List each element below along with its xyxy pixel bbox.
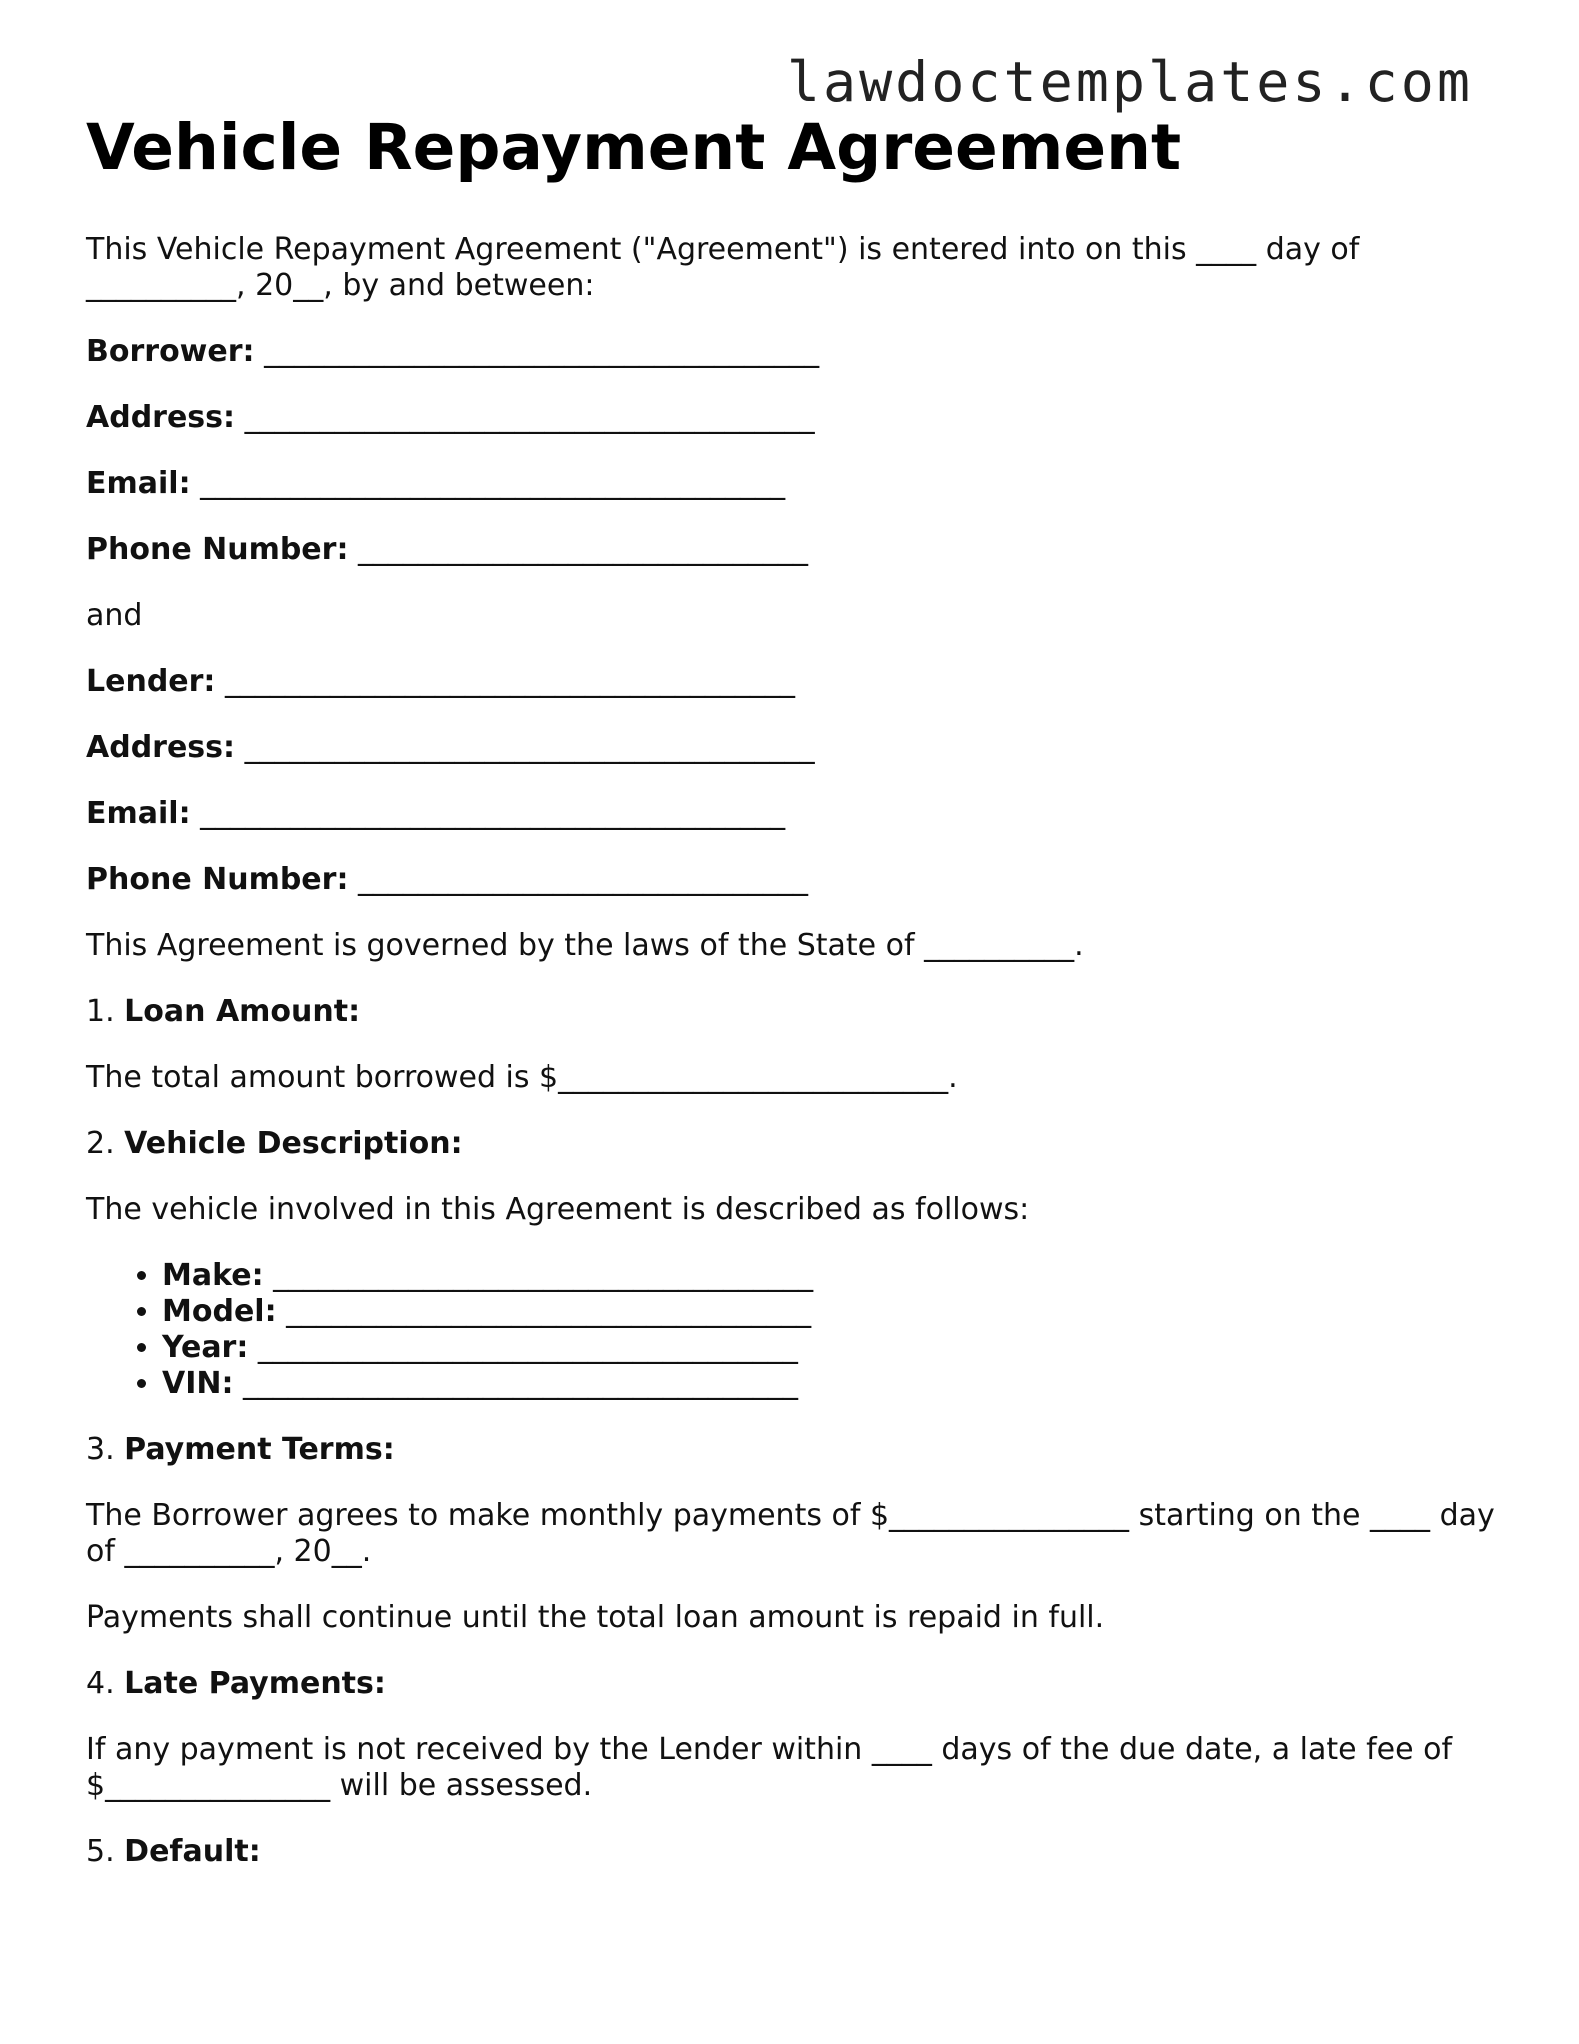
- lender-address-blank[interactable]: ______________________________________: [244, 730, 815, 765]
- payment-terms-paragraph: The Borrower agrees to make monthly payments of $________________ starting on the ____ day of __________, 20__.: [86, 1498, 1505, 1569]
- borrower-address-label: Address:: [86, 400, 236, 435]
- section-1-number: 1.: [86, 994, 115, 1029]
- document-title: Vehicle Repayment Agreement: [86, 111, 1182, 184]
- vehicle-year-blank[interactable]: ____________________________________: [257, 1330, 798, 1365]
- borrower-name-blank[interactable]: _____________________________________: [264, 334, 820, 369]
- lender-phone-blank[interactable]: ______________________________: [358, 862, 808, 897]
- lender-address-line: [86, 730, 1496, 766]
- lender-name-line: [86, 664, 1496, 700]
- section-3-heading: [86, 1432, 1496, 1468]
- section-3-title: Payment Terms:: [124, 1432, 395, 1467]
- borrower-name-label: Borrower:: [86, 334, 255, 369]
- section-2-number: 2.: [86, 1126, 115, 1161]
- borrower-email-line: [86, 466, 1496, 502]
- borrower-email-blank[interactable]: _______________________________________: [200, 466, 786, 501]
- section-5-title: Default:: [124, 1834, 261, 1869]
- borrower-name-line: [86, 334, 1496, 370]
- section-5-heading: [86, 1834, 1496, 1870]
- lender-phone-label: Phone Number:: [86, 862, 349, 897]
- vehicle-model-label: Model:: [162, 1294, 277, 1329]
- section-3-number: 3.: [86, 1432, 115, 1467]
- lender-phone-line: [86, 862, 1496, 898]
- document-content: [86, 108, 1505, 1900]
- governing-law-paragraph: This Agreement is governed by the laws of the State of __________.: [86, 928, 1084, 963]
- vehicle-model-item: [162, 1294, 1496, 1330]
- late-payments-paragraph: If any payment is not received by the Lender within ____ days of the due date, a late fee of $_______________ will be assessed.: [86, 1732, 1462, 1803]
- vehicle-model-blank[interactable]: ___________________________________: [286, 1294, 812, 1329]
- vehicle-make-label: Make:: [162, 1258, 264, 1293]
- lender-name-label: Lender:: [86, 664, 216, 699]
- section-4-title: Late Payments:: [124, 1666, 386, 1701]
- payment-continuation-paragraph: Payments shall continue until the total loan amount is repaid in full.: [86, 1600, 1105, 1635]
- vehicle-vin-item: [162, 1366, 1496, 1402]
- vehicle-year-label: Year:: [162, 1330, 249, 1365]
- and-separator: and: [86, 598, 143, 633]
- borrower-address-blank[interactable]: ______________________________________: [244, 400, 815, 435]
- section-4-number: 4.: [86, 1666, 115, 1701]
- lender-email-blank[interactable]: _______________________________________: [200, 796, 786, 831]
- section-5-number: 5.: [86, 1834, 115, 1869]
- vehicle-vin-label: VIN:: [162, 1366, 234, 1401]
- lender-name-blank[interactable]: ______________________________________: [224, 664, 795, 699]
- vehicle-details-list: [86, 1258, 1496, 1402]
- lender-address-label: Address:: [86, 730, 236, 765]
- intro-paragraph: This Vehicle Repayment Agreement ("Agreement") is entered into on this ____ day of __________, 20__, by and between:: [86, 232, 1369, 303]
- vehicle-make-blank[interactable]: ____________________________________: [273, 1258, 814, 1293]
- section-2-title: Vehicle Description:: [124, 1126, 463, 1161]
- borrower-address-line: [86, 400, 1496, 436]
- vehicle-make-item: [162, 1258, 1496, 1294]
- vehicle-description-paragraph: The vehicle involved in this Agreement is described as follows:: [86, 1192, 1030, 1227]
- loan-amount-paragraph: The total amount borrowed is $__________________________.: [86, 1060, 958, 1095]
- section-1-heading: [86, 994, 1496, 1030]
- borrower-email-label: Email:: [86, 466, 191, 501]
- section-2-heading: [86, 1126, 1496, 1162]
- borrower-phone-line: [86, 532, 1496, 568]
- lender-email-label: Email:: [86, 796, 191, 831]
- borrower-phone-label: Phone Number:: [86, 532, 349, 567]
- borrower-phone-blank[interactable]: ______________________________: [358, 532, 808, 567]
- lender-email-line: [86, 796, 1496, 832]
- vehicle-year-item: [162, 1330, 1496, 1366]
- watermark: lawdoctemplates.com: [786, 50, 1473, 114]
- section-4-heading: [86, 1666, 1496, 1702]
- section-1-title: Loan Amount:: [124, 994, 361, 1029]
- vehicle-vin-blank[interactable]: _____________________________________: [243, 1366, 799, 1401]
